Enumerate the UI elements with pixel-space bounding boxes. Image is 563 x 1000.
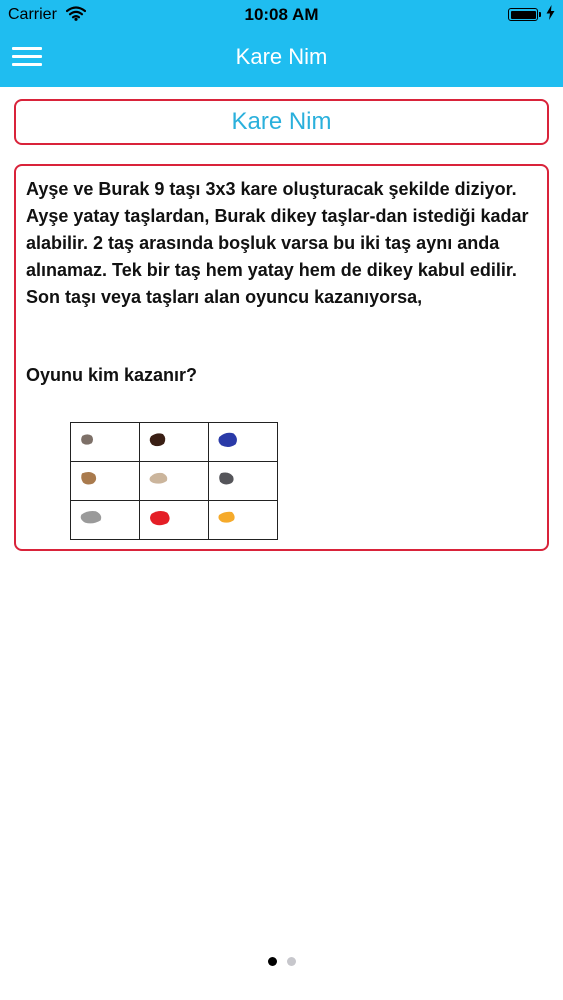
clock: 10:08 AM: [244, 5, 319, 24]
grid-cell: [71, 501, 140, 540]
grid-cell: [209, 462, 278, 501]
puzzle-card: [14, 164, 549, 551]
battery-icon: [508, 8, 538, 21]
page-indicator[interactable]: [0, 957, 563, 966]
grid-cell: [140, 501, 209, 540]
stone-icon: [148, 509, 172, 527]
stone-icon: [79, 433, 96, 447]
puzzle-title: Kare Nim: [14, 99, 549, 145]
page-dot-active[interactable]: [268, 957, 277, 966]
stone-icon: [217, 431, 239, 449]
grid-cell: [209, 423, 278, 462]
grid-cell: [140, 423, 209, 462]
grid-row: [71, 501, 278, 540]
carrier-label: Carrier: [8, 6, 57, 23]
stone-icon: [148, 471, 170, 486]
puzzle-question: Oyunu kim kazanır?: [26, 365, 198, 385]
bolt-icon: [546, 5, 555, 25]
grid-cell: [71, 462, 140, 501]
nav-title: Kare Nim: [235, 44, 328, 69]
grid-row: [71, 462, 278, 501]
stone-icon: [148, 432, 168, 448]
grid-row: [71, 423, 278, 462]
grid-cell: [71, 423, 140, 462]
stone-icon: [217, 510, 237, 525]
puzzle-text: Ayşe ve Burak 9 taşı 3x3 kare oluşturacak şekilde diziyor. Ayşe yatay taşlardan, Burak dikey taşlar-dan istediği kadar alabilir. 2 taş arasında boşluk varsa bu iki taş aynı anda alınamaz. Tek bir taş hem yatay hem de dikey kabul edilir. Son taşı veya taşları alan oyuncu kazanıyorsa,: [26, 179, 529, 307]
status-bar: [0, 0, 563, 30]
grid-cell: [140, 462, 209, 501]
stone-icon: [217, 471, 237, 487]
grid-cell: [209, 501, 278, 540]
page-dot[interactable]: [287, 957, 296, 966]
battery-tip: [539, 12, 541, 17]
stone-icon: [79, 509, 103, 526]
stone-grid: [70, 422, 278, 540]
stone-icon: [79, 470, 99, 487]
